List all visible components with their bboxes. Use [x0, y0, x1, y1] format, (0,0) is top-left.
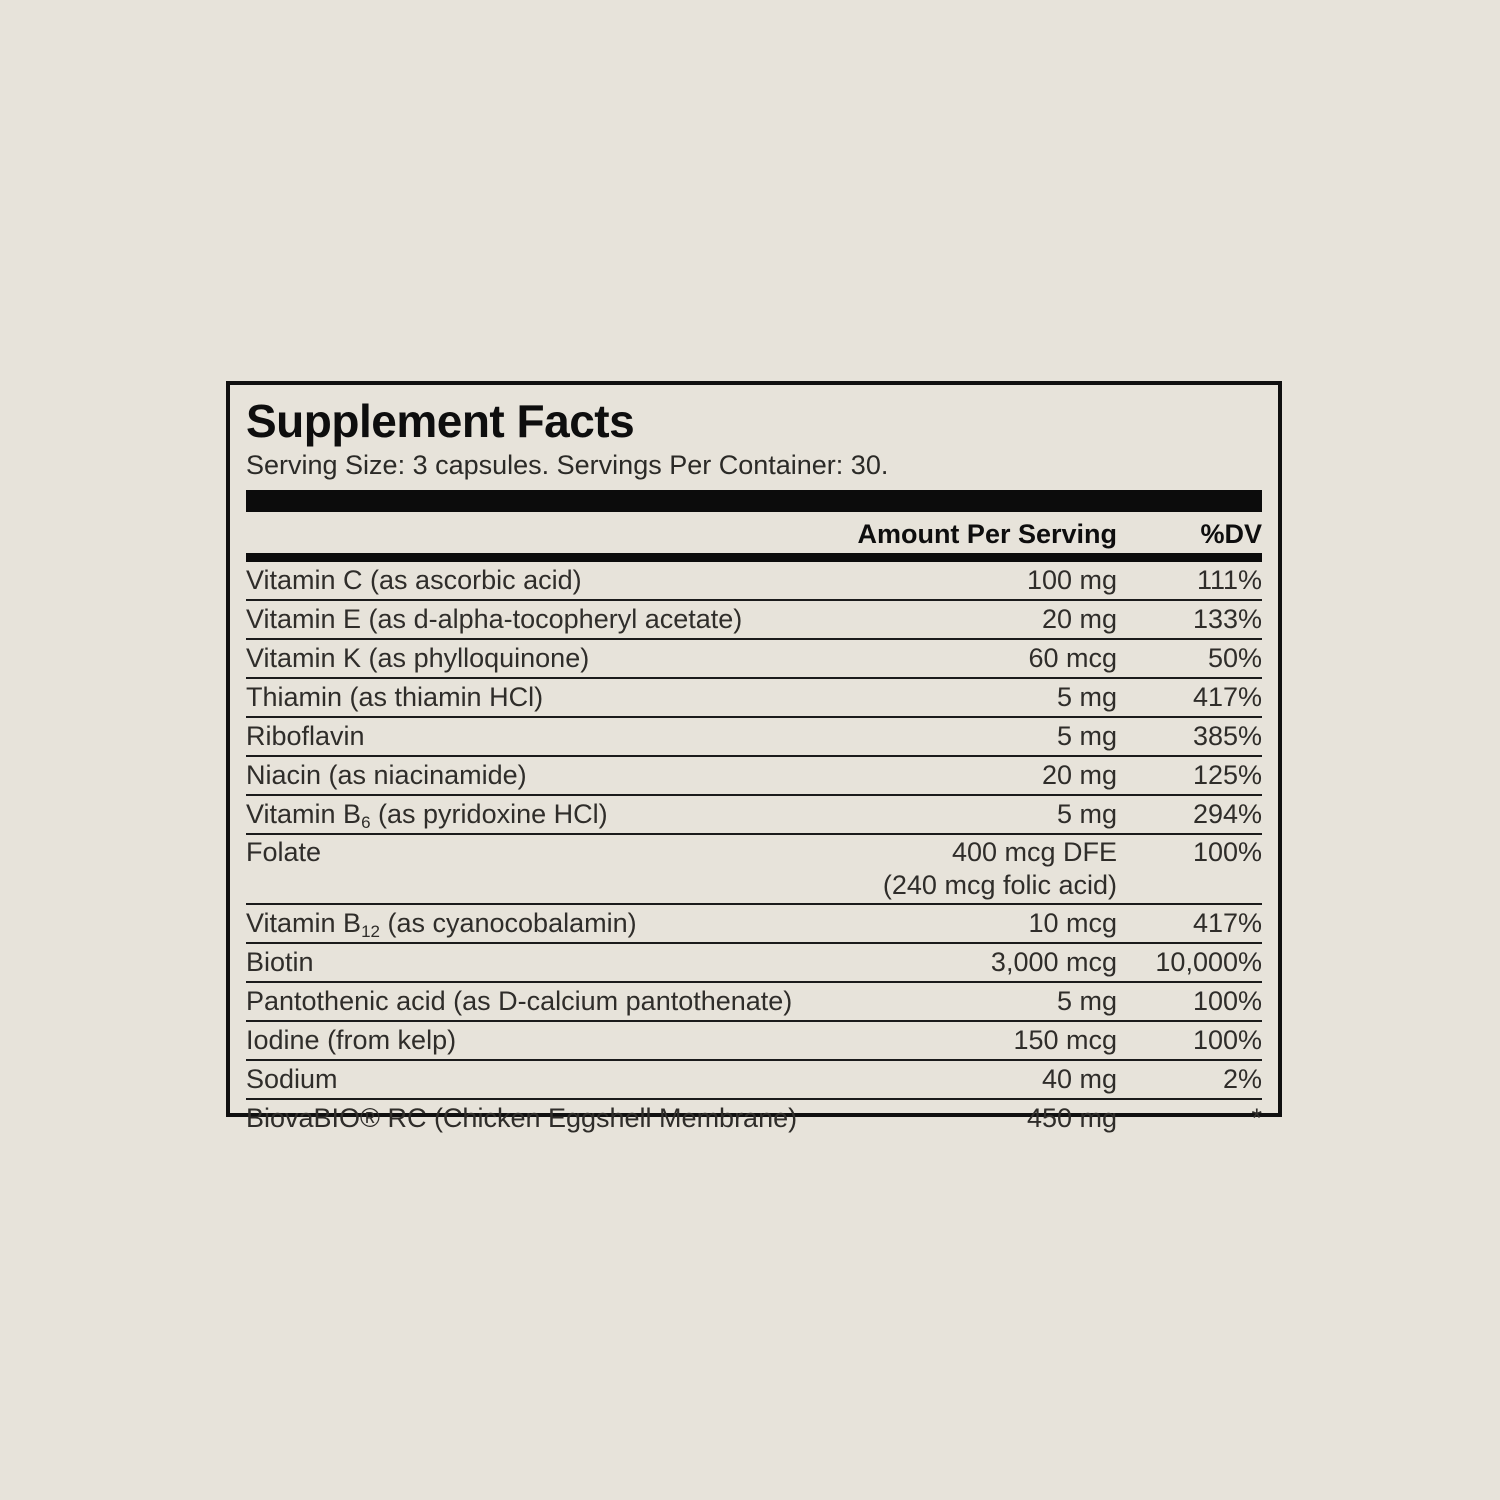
- nutrient-amount: 5 mg: [1056, 721, 1117, 751]
- nutrient-row: [246, 796, 1262, 835]
- nutrient-amount: 40 mg: [1041, 1064, 1117, 1094]
- nutrient-amount: 5 mg: [1056, 986, 1117, 1016]
- nutrient-amount: 60 mcg: [1028, 643, 1117, 673]
- nutrient-dv: *: [1251, 1103, 1262, 1133]
- divider-thick-bar: [246, 490, 1262, 512]
- nutrient-row: [246, 718, 1262, 757]
- nutrient-amount: 20 mg: [1041, 604, 1117, 634]
- header-percent-dv: %DV: [1200, 519, 1262, 549]
- nutrient-label: Biotin: [246, 947, 314, 977]
- nutrient-row: [246, 679, 1262, 718]
- nutrient-row: [246, 835, 1262, 905]
- nutrient-dv: 100%: [1192, 986, 1262, 1016]
- nutrient-row: [246, 1061, 1262, 1100]
- nutrient-row: [246, 562, 1262, 601]
- nutrient-row: [246, 905, 1262, 944]
- supplement-facts-panel: [226, 381, 1282, 1133]
- nutrient-row: [246, 757, 1262, 796]
- nutrient-dv: 417%: [1192, 682, 1262, 712]
- nutrient-amount: 450 mg: [1026, 1103, 1117, 1133]
- nutrient-dv: 294%: [1192, 799, 1262, 829]
- nutrient-dv: 100%: [1192, 837, 1262, 867]
- nutrient-row: [246, 1100, 1262, 1137]
- nutrient-amount: 100 mg: [1026, 565, 1117, 595]
- nutrient-amount: 3,000 mcg: [990, 947, 1117, 977]
- header-amount-per-serving: Amount Per Serving: [857, 519, 1117, 549]
- nutrient-label: Sodium: [246, 1064, 338, 1094]
- nutrient-label: Vitamin C (as ascorbic acid): [246, 565, 582, 595]
- nutrient-dv: 417%: [1192, 908, 1262, 938]
- nutrient-dv: 10,000%: [1155, 947, 1262, 977]
- nutrient-label: Iodine (from kelp): [246, 1025, 457, 1055]
- nutrient-label: Vitamin K (as phylloquinone): [246, 643, 590, 673]
- nutrient-label: Niacin (as niacinamide): [246, 760, 527, 790]
- nutrient-dv: 385%: [1192, 721, 1262, 751]
- nutrient-amount: 5 mg: [1056, 682, 1117, 712]
- nutrient-row: [246, 640, 1262, 679]
- nutrient-amount: 400 mcg DFE (240 mcg folic acid): [882, 837, 1117, 900]
- nutrient-dv: 50%: [1207, 643, 1262, 673]
- divider-thin-bar: [246, 553, 1262, 562]
- nutrient-label: Folate: [246, 837, 322, 867]
- nutrient-dv: 125%: [1192, 760, 1262, 790]
- nutrient-amount: 10 mcg: [1028, 908, 1117, 938]
- nutrient-label: Vitamin $B_{12}$ (as cyanocobalamin): [246, 908, 637, 941]
- nutrient-label: Pantothenic acid (as D-calcium pantothenate): [246, 986, 793, 1016]
- nutrient-dv: 2%: [1222, 1064, 1262, 1094]
- panel-title: Supplement Facts: [246, 395, 635, 447]
- nutrient-row: [246, 944, 1262, 983]
- nutrient-label: Vitamin $B_6$ (as pyridoxine HCl): [246, 799, 608, 832]
- serving-info: Serving Size: 3 capsules. Servings Per Container: 30.: [246, 450, 889, 480]
- nutrient-rows: [246, 562, 1262, 1137]
- nutrient-row: [246, 983, 1262, 1022]
- nutrient-dv: 133%: [1192, 604, 1262, 634]
- column-header-row: [246, 512, 1262, 553]
- nutrient-label: Riboflavin: [246, 721, 365, 751]
- nutrient-dv: 111%: [1196, 565, 1262, 595]
- nutrient-row: [246, 1022, 1262, 1061]
- nutrient-amount: 20 mg: [1041, 760, 1117, 790]
- nutrient-label: Vitamin E (as d-alpha-tocopheryl acetate): [246, 604, 743, 634]
- nutrient-dv: 100%: [1192, 1025, 1262, 1055]
- nutrient-amount: 150 mcg: [1013, 1025, 1117, 1055]
- nutrient-label: Thiamin (as thiamin HCl): [246, 682, 544, 712]
- nutrient-amount: 5 mg: [1056, 799, 1117, 829]
- nutrient-row: [246, 601, 1262, 640]
- nutrient-label: BiovaBIO® RC (Chicken Eggshell Membrane): [246, 1103, 798, 1133]
